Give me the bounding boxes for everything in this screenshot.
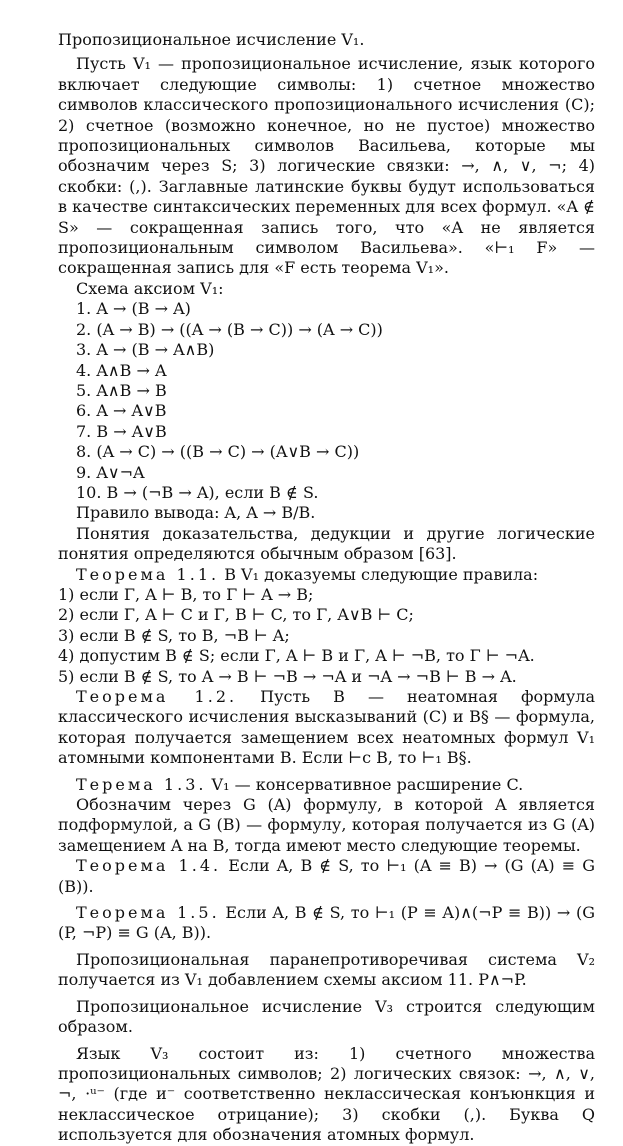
axiom-item: 5. A∧B → B: [76, 380, 167, 400]
axiom-item: 1. A → (B → A): [76, 299, 191, 319]
theorem-text: Пусть B — неатомная формула классического исчисления высказываний (C) и B§ — формула, которая получается замещением всех неатомных формул V₁ атомными компонентами B. Если ⊢c B, то ⊢₁ B§.: [58, 687, 595, 768]
rule-item: 5) если B ∉ S, то A → B ⊢ ¬B → ¬A и ¬A → ¬B ⊢ B → A.: [58, 666, 517, 686]
v2-paragraph: Пропозициональная паранепротиворечивая система V₂ получается из V₁ добавлением схемы аксиом 11. P∧¬P.: [58, 949, 595, 990]
axiom-item: 9. A∨¬A: [76, 462, 145, 482]
theorem-1-1-rules: [58, 585, 595, 687]
axiom-item: 10. B → (¬B → A), если B ∉ S.: [76, 482, 319, 502]
axiom-item: 3. A → (B → A∧B): [76, 340, 215, 360]
theorem-1-1: [58, 565, 595, 585]
theorem-1-2: [58, 687, 595, 769]
intro-paragraph: Пусть V₁ — пропозициональное исчисление, язык которого включает следующие символы: 1) счетное множество символов классического пропозиционального исчисления (C); 2) счетное (возможно конечное, но не пустое) множество пропозициональных символов Васильева, которые мы обозначим через S; 3) логические связки: →, ∧, ∨, ¬; 4) скобки: (,). Заглавные латинские буквы будут использоваться в качестве синтаксических переменных для всех формул. «A ∉ S» — сокращенная запись того, что «A не является пропозициональным символом Васильева». «⊢₁ F» — сокращенная запись для «F есть теорема V₁».: [58, 54, 595, 278]
section-title: Пропозициональное исчисление V₁.: [58, 30, 365, 49]
theorem-label: Теорема 1.1.: [76, 564, 220, 584]
theorem-label: Терема 1.3.: [76, 774, 207, 794]
rule-item: 1) если Γ, A ⊢ B, то Γ ⊢ A → B;: [58, 584, 314, 604]
axiom-item: 4. A∧B → A: [76, 360, 167, 380]
rule-item: 4) допустим B ∉ S; если Γ, A ⊢ B и Γ, A ⊢ ¬B, то Γ ⊢ ¬A.: [58, 646, 535, 666]
theorem-1-5: [58, 903, 595, 944]
axiom-item: 7. B → A∨B: [76, 421, 167, 441]
theorem-label: Теорема 1.5.: [76, 903, 220, 923]
theorem-text: Если A, B ∉ S, то ⊢₁ (P ≡ A)∧(¬P ≡ B)) → (G (P, ¬P) ≡ G (A, B)).: [58, 903, 595, 943]
v3-language-paragraph: Язык V₃ состоит из: 1) счетного множества пропозициональных символов; 2) логических связок: →, ∧, ∨, ¬, ·ᵘ⁻ (где и⁻ соответственно неклассическая конъюнкция и неклассическое отрицание); 3) скобки (,). Буква Q используется для обозначения атомных формул.: [58, 1043, 595, 1145]
theorem-1-3: [58, 775, 595, 795]
rule-item: 3) если B ∉ S, то B, ¬B ⊢ A;: [58, 625, 290, 645]
theorem-label: Теорема 1.4.: [76, 856, 222, 876]
v3-paragraph: Пропозициональное исчисление V₃ строится следующим образом.: [58, 996, 595, 1037]
theorem-1-4: [58, 856, 595, 897]
theorem-label: Теорема 1.2.: [76, 687, 238, 706]
axiom-item: 6. A → A∨B: [76, 401, 167, 421]
theorem-text: V₁ — консервативное расширение C.: [211, 774, 524, 794]
concepts-paragraph: Понятия доказательства, дедукции и другие логические понятия определяются обычным образом [63].: [58, 523, 595, 564]
axiom-item: 2. (A → B) → ((A → (B → C)) → (A → C)): [76, 319, 383, 339]
axiom-schema-heading: Схема аксиом V₁:: [76, 278, 224, 298]
axiom-item: 8. (A → C) → ((B → C) → (A∨B → C)): [76, 442, 360, 462]
inference-rule: Правило вывода: A, A → B/B.: [76, 503, 316, 523]
rule-item: 2) если Γ, A ⊢ C и Γ, B ⊢ C, то Γ, A∨B ⊢ C;: [58, 605, 414, 625]
theorem-text: В V₁ доказуемы следующие правила:: [224, 564, 539, 584]
notation-paragraph: Обозначим через G (A) формулу, в которой A является подформулой, а G (B) — формулу, которая получается из G (A) замещением A на B, тогда имеют место следующие теоремы.: [58, 795, 595, 855]
axiom-list: [58, 299, 595, 503]
theorem-text: Если A, B ∉ S, то ⊢₁ (A ≡ B) → (G (A) ≡ G (B)).: [58, 856, 596, 896]
